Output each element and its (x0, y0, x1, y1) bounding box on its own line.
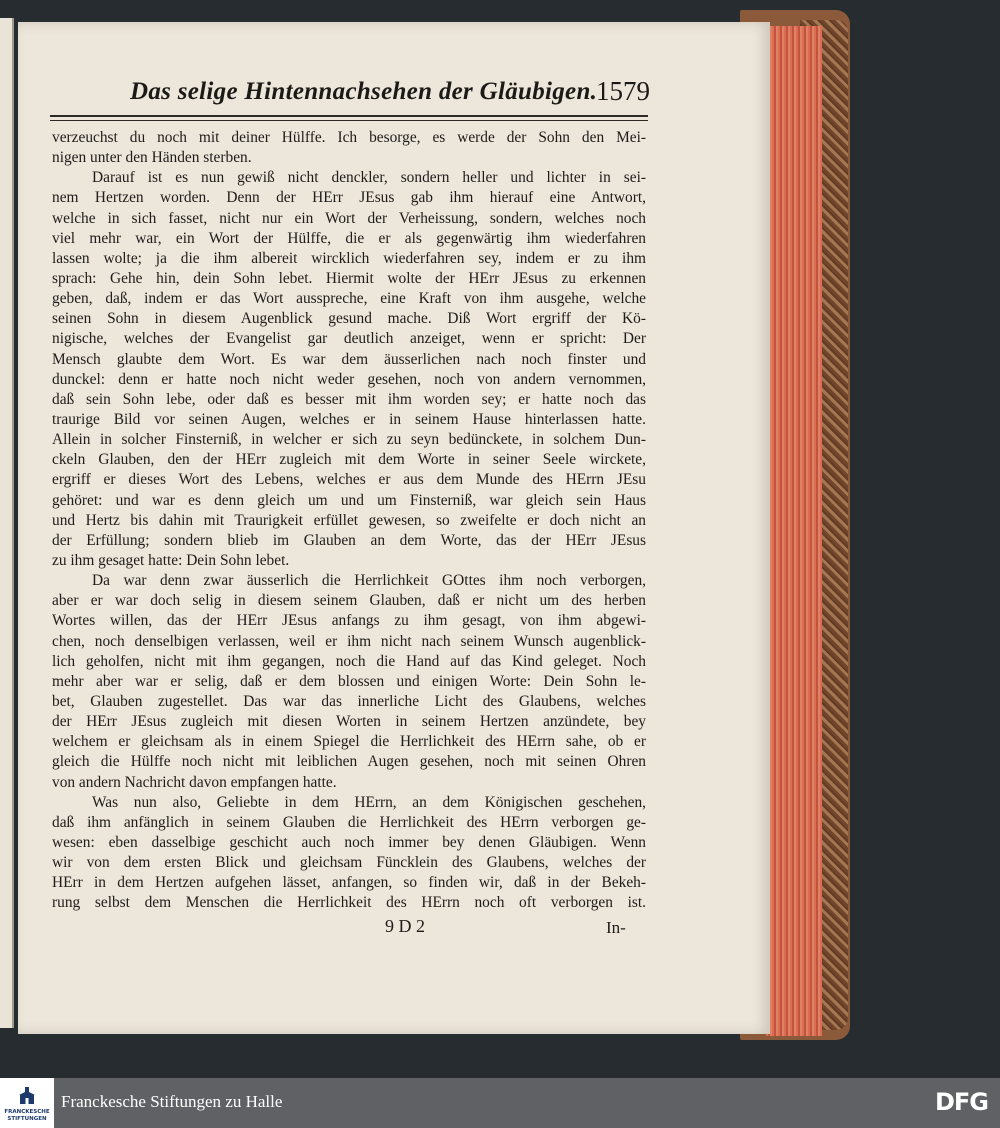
text-line: gleich die Hülffe noch nicht mit leiblichen Augen gesehen, noch mit seinen Ohren (52, 753, 646, 771)
text-line: chen, noch denselbigen verlassen, weil er ihm nicht nach seinem Wunsch augenblick- (52, 632, 646, 650)
institution-logo[interactable] (0, 1078, 54, 1128)
text-line: zu ihm gesaget hatte: Dein Sohn lebet. (52, 551, 290, 569)
text-line: daß sein Sohn lebe, oder daß es besser mit ihm worden sey; er hatte noch das (52, 390, 646, 408)
building-icon (17, 1086, 37, 1106)
text-line: lassen wolte; ja die ihm albereit wircklich wiederfahren sey, indem er zu ihm (52, 249, 646, 267)
text-line: mehr aber war er selig, daß er dem blossen und einigen Worte: Dein Sohn le- (52, 672, 646, 690)
text-line: nigische, welches der Evangelist gar deutlich anzeiget, wenn er spricht: Der (52, 330, 646, 348)
text-line: traurige Bild vor seinen Augen, welches er in seinem Hause hinterlassen hatte. (52, 410, 646, 428)
text-line: Da war denn zwar äusserlich die Herrlichkeit GOttes ihm noch verborgen, (92, 572, 646, 590)
left-page-edge (0, 18, 14, 1028)
red-page-edges (766, 26, 822, 1036)
text-line: Allein in solcher Finsterniß, in welcher er sich zu seyn bedünckete, in solchem Dun- (52, 431, 646, 449)
text-line: gehöret: und war es denn gleich um und um Finsterniß, war gleich sein Haus (52, 491, 646, 509)
text-line: aber er war doch selig in diesem seinem Glauben, daß er nicht um des herben (52, 592, 646, 610)
signature-mark: 9 D 2 (385, 916, 425, 936)
text-line: bet, Glauben zugestellet. Das war das innerliche Licht des Glaubens, welches (52, 692, 646, 710)
text-line: seinen Sohn in diesem Augenblick gesund mache. Diß Wort ergriff der Kö- (52, 310, 646, 328)
header-rule (50, 115, 648, 117)
text-line: ckeln Glauben, den der HErr zugleich mit dem Worte in seiner Seele wirckete, (52, 451, 646, 469)
text-line: lich geholfen, nicht mit ihm gegangen, noch die Hand auf das Kind geleget. Noch (52, 652, 646, 670)
page-header (130, 72, 650, 108)
text-line: verzeuchst du noch mit deiner Hülffe. Ich besorge, es werde der Sohn den Mei- (52, 129, 646, 146)
page-number: 1579 (596, 76, 650, 106)
text-line: der Erfüllung; sondern blieb im Glauben an dem Worte, das der HErr JEsus (52, 531, 646, 549)
text-line: geben, daß, indem er das Wort ausspreche, eine Kraft von ihm ausgehe, welche (52, 290, 646, 308)
text-line: sprach: Gehe hin, dein Sohn lebet. Hiermit wolte der HErr JEsus zu erkennen (52, 269, 646, 287)
text-line: und Hertz bis dahin mit Traurigkeit erfüllet gewesen, so zweifelte er doch nicht an (52, 511, 646, 529)
text-line: Mensch glaubte dem Wort. Es war dem äusserlichen nach noch finster und (52, 350, 646, 368)
text-line: nem Hertzen worden. Denn der HErr JEsus gab ihm hierauf eine Antwort, (52, 189, 646, 207)
text-line: nigen unter den Händen sterben. (52, 149, 252, 167)
catchword: In- (606, 918, 626, 937)
body-text (52, 128, 646, 913)
dfg-logo[interactable]: DFG (934, 1088, 988, 1116)
text-line: dunckel: denn er hatte noch nicht weder gesehen, noch von andern vernommen, (52, 370, 646, 388)
text-line: Darauf ist es nun gewiß nicht denckler, sondern heller und lichter in sei- (92, 169, 646, 187)
text-line: wir von dem ersten Blick und gleichsam Füncklein des Glaubens, welches der (52, 854, 646, 872)
logo-text: FRANCKESCHE STIFTUNGEN (4, 1109, 50, 1122)
institution-name[interactable]: Franckesche Stiftungen zu Halle (61, 1092, 283, 1111)
text-line: Was nun also, Geliebte in dem HErrn, an dem Königischen geschehen, (92, 793, 646, 811)
text-line: von andern Nachricht davon empfangen hatte. (52, 773, 337, 791)
text-line: ergriff er dieses Wort des Lebens, welches er aus dem Munde des HErrn JEsu (52, 471, 646, 489)
text-line: welchem er gleichsam als in einem Spiegel die Herrlichkeit des HErrn sahe, ob er (52, 733, 646, 751)
viewer-footer-bar (0, 1078, 1000, 1128)
text-line: viel mehr war, ein Wort der Hülffe, die er als gegenwärtig ihm wiederfahren (52, 229, 646, 247)
running-title: Das selige Hintennachsehen der Gläubigen. (130, 78, 598, 105)
text-line: wesen: eben dasselbige geschicht auch noch immer bey denen Gläubigen. Wenn (52, 833, 646, 851)
text-line: der HErr JEsus zugleich mit diesen Worten in seinem Hertzen anzündete, bey (52, 713, 646, 731)
text-line: daß ihm anfänglich in seinem Glauben die Herrlichkeit des HErrn verborgen ge- (52, 813, 646, 831)
text-line: HErr in dem Hertzen aufgehen lässet, anfangen, so finden wir, daß in der Bekeh- (52, 874, 646, 892)
text-line: welche in sich fasset, nicht nur ein Wort der Verheissung, sondern, welches noch (52, 209, 646, 227)
header-rule-thin (50, 120, 648, 121)
text-line: rung selbst dem Menschen die Herrlichkeit des HErrn noch oft verborgen ist. (52, 894, 646, 912)
text-line: Wortes willen, das der HErr JEsus anfangs zu ihm gesagt, von ihm abgewi- (52, 612, 646, 630)
